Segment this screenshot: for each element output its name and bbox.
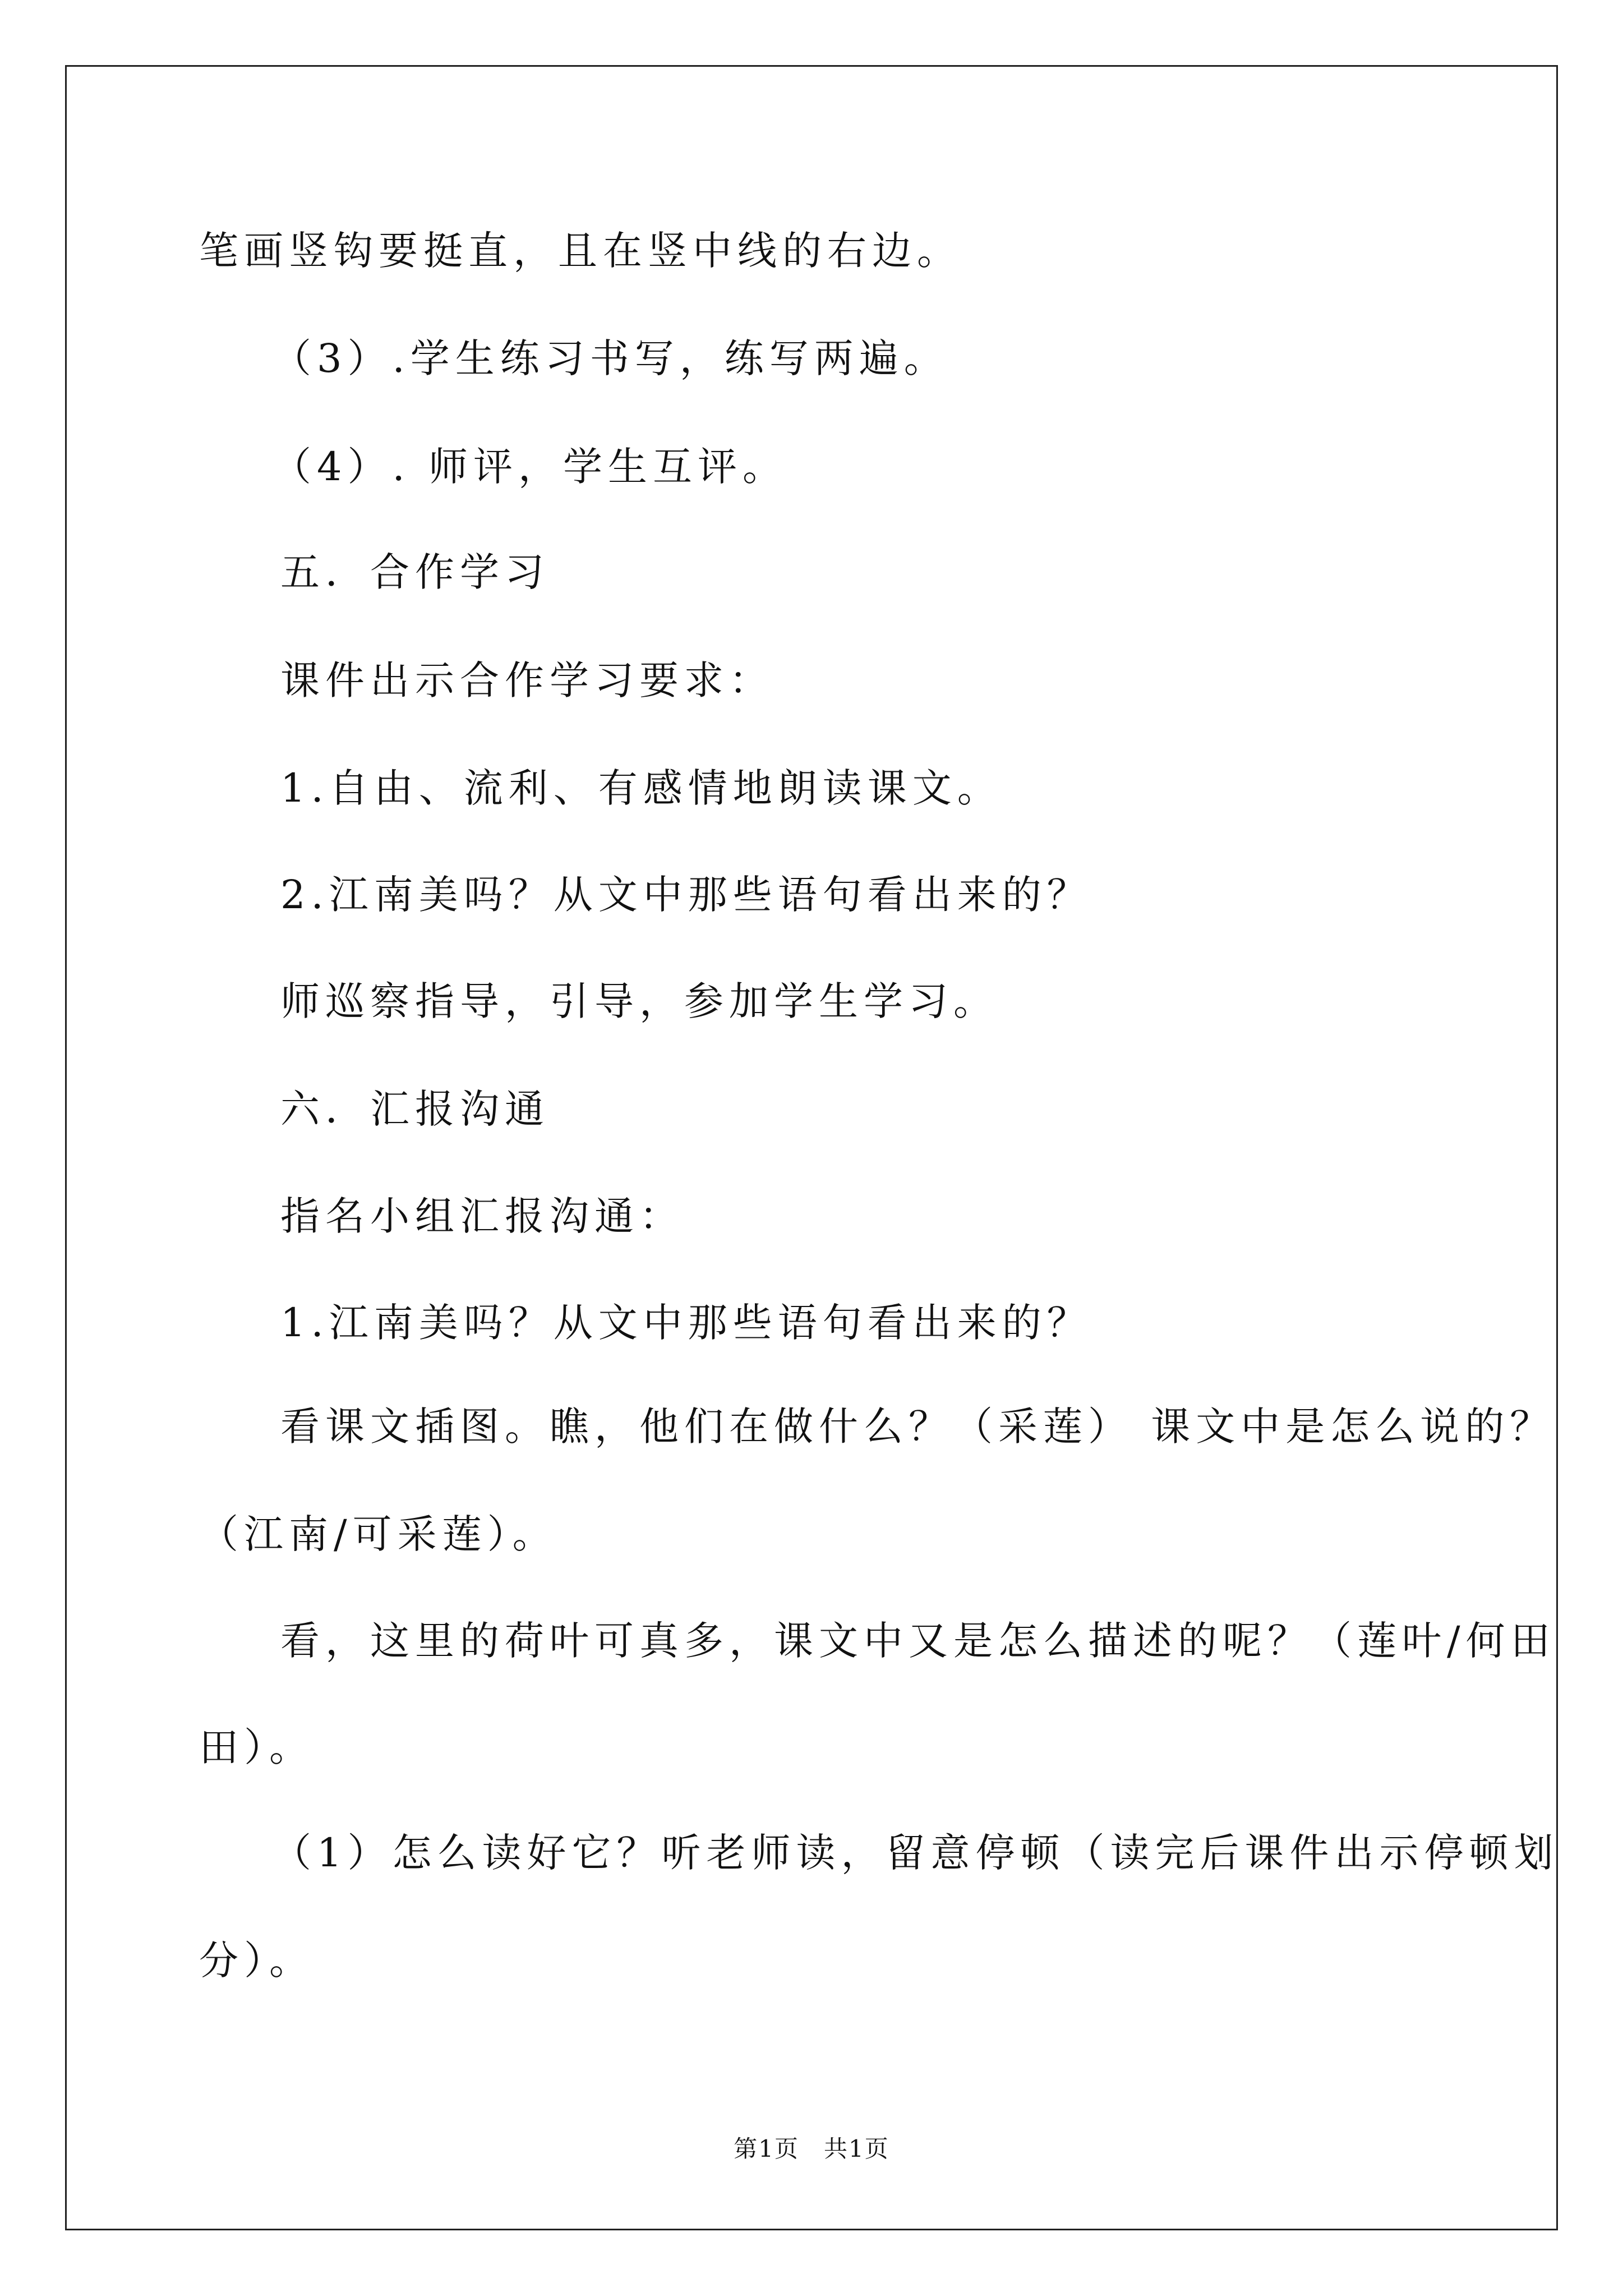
section-heading: 五．合作学习: [280, 549, 550, 595]
text-line: （1）怎么读好它？听老师读，留意停顿（读完后课件出示停顿划: [272, 1830, 1559, 1876]
text-line: （3）.学生练习书写，练写两遍。: [272, 335, 949, 381]
page-border: [65, 65, 1558, 2230]
text-line: 师巡察指导，引导，参加学生学习。: [280, 978, 998, 1024]
text-line: （4）. 师评，学生互评。: [272, 444, 788, 490]
page-footer: 第1页 共1页: [734, 2135, 889, 2162]
text-line: 1.自由、流利、有感情地朗读课文。: [280, 765, 1002, 811]
text-line: （江南/可采莲）。: [199, 1511, 557, 1557]
text-line: 1.江南美吗？从文中那些语句看出来的？: [280, 1300, 1092, 1346]
text-line: 分）。: [199, 1938, 314, 1984]
text-line: 看课文插图。瞧，他们在做什么？（采莲） 课文中是怎么说的？: [280, 1404, 1555, 1450]
text-line: 课件出示合作学习要求：: [280, 657, 774, 703]
text-line: 看，这里的荷叶可真多，课文中又是怎么描述的呢？（莲叶/何田: [280, 1618, 1556, 1664]
text-line: 2.江南美吗？从文中那些语句看出来的？: [280, 872, 1092, 918]
section-heading: 六．汇报沟通: [280, 1086, 550, 1132]
text-line: 田）。: [199, 1724, 314, 1770]
text-line: 指名小组汇报沟通：: [280, 1193, 684, 1239]
text-line: 笔画竖钩要挺直，且在竖中线的右边。: [199, 228, 962, 274]
